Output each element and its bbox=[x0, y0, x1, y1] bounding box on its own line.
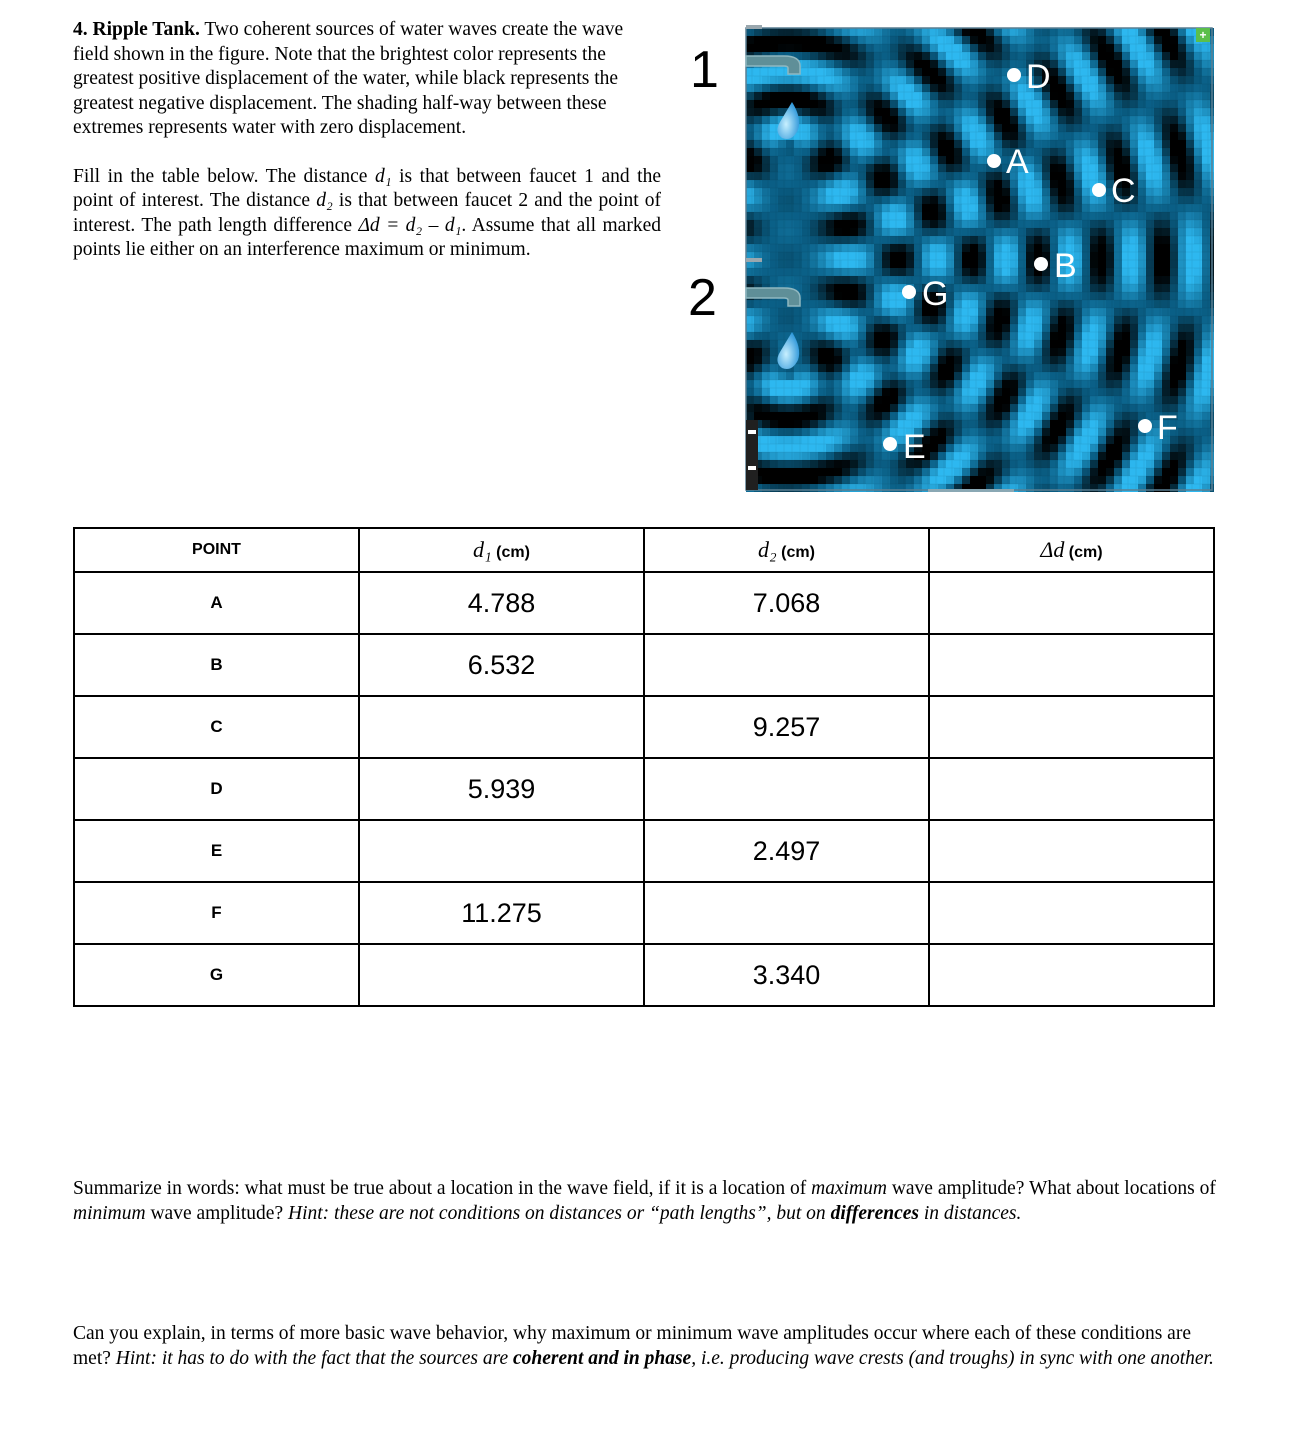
d2-symbol: d₂ bbox=[316, 190, 333, 211]
point-c-marker bbox=[1092, 183, 1106, 197]
d2-cell[interactable]: 7.068 bbox=[644, 572, 929, 634]
header-delta-d-symbol: Δd bbox=[1040, 537, 1065, 562]
table-row bbox=[74, 944, 1214, 1006]
header-d2-unit: (cm) bbox=[776, 544, 815, 561]
intro-paragraph-2 bbox=[73, 165, 661, 263]
header-delta-d bbox=[929, 528, 1214, 572]
delta-d-cell[interactable] bbox=[929, 572, 1214, 634]
question-2-text bbox=[73, 1322, 1218, 1371]
hint-text: Hint: these are not conditions on distances or “path lengths”, but on bbox=[288, 1202, 831, 1224]
d1-symbol: d₁ bbox=[375, 165, 392, 187]
hint-1 bbox=[288, 1203, 1021, 1224]
d2-cell[interactable]: 2.497 bbox=[644, 820, 929, 882]
hint-text: in distances. bbox=[919, 1202, 1022, 1224]
path-difference-formula: Δd = d₂ – d₁ bbox=[358, 214, 462, 236]
hint-text: Hint: it has to do with the fact that the sources are bbox=[115, 1347, 513, 1369]
point-cell: G bbox=[74, 944, 359, 1006]
delta-d-cell[interactable] bbox=[929, 758, 1214, 820]
header-delta-d-unit: (cm) bbox=[1064, 544, 1103, 561]
header-d1 bbox=[359, 528, 644, 572]
add-button[interactable] bbox=[1196, 28, 1210, 42]
question-text: wave amplitude? bbox=[145, 1202, 288, 1224]
table-row bbox=[74, 882, 1214, 944]
point-d-marker bbox=[1007, 68, 1021, 82]
problem-intro bbox=[73, 18, 661, 263]
table-row bbox=[74, 758, 1214, 820]
delta-d-cell[interactable] bbox=[929, 944, 1214, 1006]
delta-d-cell[interactable] bbox=[929, 820, 1214, 882]
delta-d-cell[interactable] bbox=[929, 696, 1214, 758]
hint-text: , i.e. producing wave crests (and troughs) in sync with one another. bbox=[691, 1347, 1214, 1369]
d2-cell[interactable] bbox=[644, 758, 929, 820]
header-d2 bbox=[644, 528, 929, 572]
question-explain bbox=[73, 1322, 1218, 1371]
intro-text: is that between faucet 2 and the point of interest. The path length difference bbox=[73, 190, 662, 236]
hint-bold: coherent and in phase bbox=[512, 1347, 692, 1369]
add-icon: + bbox=[1199, 28, 1207, 42]
ripple-tank-figure bbox=[744, 20, 1214, 492]
distance-table bbox=[73, 527, 1215, 1007]
header-d1-unit: (cm) bbox=[491, 544, 530, 561]
point-e-label: E bbox=[903, 428, 926, 466]
intro-paragraph-1 bbox=[73, 18, 661, 141]
ripple-tank-image bbox=[744, 20, 1214, 492]
header-point bbox=[74, 528, 359, 572]
point-d-label: D bbox=[1026, 58, 1051, 96]
d2-cell[interactable] bbox=[644, 634, 929, 696]
intro-description: Two coherent sources of water waves create the wave field shown in the figure. Note that the brightest color represents the greatest positive displacement of the water, while black represents the greatest negative displacement. The shading half-way between these extremes represents water with zero displacement. bbox=[73, 19, 624, 138]
d1-cell[interactable] bbox=[359, 944, 644, 1006]
point-cell: D bbox=[74, 758, 359, 820]
d2-cell[interactable]: 9.257 bbox=[644, 696, 929, 758]
header-point-label: POINT bbox=[192, 541, 241, 558]
d1-cell[interactable]: 11.275 bbox=[359, 882, 644, 944]
hint-2 bbox=[116, 1348, 1214, 1369]
point-e-marker bbox=[883, 437, 897, 451]
d1-cell[interactable] bbox=[359, 696, 644, 758]
d1-cell[interactable]: 5.939 bbox=[359, 758, 644, 820]
point-f-marker bbox=[1138, 419, 1152, 433]
point-cell: A bbox=[74, 572, 359, 634]
intro-text: . Assume that all marked points lie either on an interference maximum or minimum. bbox=[73, 214, 661, 260]
point-cell: E bbox=[74, 820, 359, 882]
question-text: wave amplitude? What about locations of bbox=[886, 1178, 1216, 1199]
point-b-marker bbox=[1034, 257, 1048, 271]
point-cell: F bbox=[74, 882, 359, 944]
point-f-label: F bbox=[1157, 409, 1178, 447]
question-1-text bbox=[73, 1177, 1218, 1226]
hint-bold: differences bbox=[830, 1202, 920, 1224]
point-a-marker bbox=[987, 154, 1001, 168]
question-text: Summarize in words: what must be true about a location in the wave field, if it is a location of bbox=[73, 1178, 812, 1199]
intro-text: Fill in the table below. The distance bbox=[73, 165, 375, 187]
d2-cell[interactable] bbox=[644, 882, 929, 944]
tank-side-handle bbox=[746, 420, 758, 490]
intro-text: is that between faucet 1 and the point of interest. The distance bbox=[73, 165, 661, 211]
tank-scroll-strip bbox=[928, 489, 1014, 492]
d1-cell[interactable] bbox=[359, 820, 644, 882]
d1-cell[interactable]: 4.788 bbox=[359, 572, 644, 634]
point-b-label: B bbox=[1054, 247, 1077, 285]
header-d2-symbol: d₂ bbox=[758, 537, 777, 562]
d2-cell[interactable]: 3.340 bbox=[644, 944, 929, 1006]
table-row bbox=[74, 820, 1214, 882]
point-a-label: A bbox=[1006, 143, 1029, 181]
header-d1-symbol: d₁ bbox=[473, 537, 492, 562]
faucet-2-label: 2 bbox=[688, 269, 717, 327]
point-cell: B bbox=[74, 634, 359, 696]
table-row bbox=[74, 572, 1214, 634]
point-g-label: G bbox=[922, 275, 949, 313]
point-cell: C bbox=[74, 696, 359, 758]
question-maximum-minimum bbox=[73, 1177, 1218, 1226]
problem-heading: 4. Ripple Tank. bbox=[73, 19, 200, 40]
table-row bbox=[74, 696, 1214, 758]
delta-d-cell[interactable] bbox=[929, 882, 1214, 944]
emphasis-maximum: maximum bbox=[811, 1178, 887, 1199]
table-header-row bbox=[74, 528, 1214, 572]
delta-d-cell[interactable] bbox=[929, 634, 1214, 696]
faucet-1-label: 1 bbox=[690, 41, 719, 99]
point-c-label: C bbox=[1111, 172, 1136, 210]
question-text: Can you explain, in terms of more basic wave behavior, why maximum or minimum wave amplitudes occur where each of these conditions are met? bbox=[73, 1323, 1191, 1369]
point-g-marker bbox=[902, 285, 916, 299]
emphasis-minimum: minimum bbox=[73, 1202, 146, 1224]
table-row bbox=[74, 634, 1214, 696]
d1-cell[interactable]: 6.532 bbox=[359, 634, 644, 696]
